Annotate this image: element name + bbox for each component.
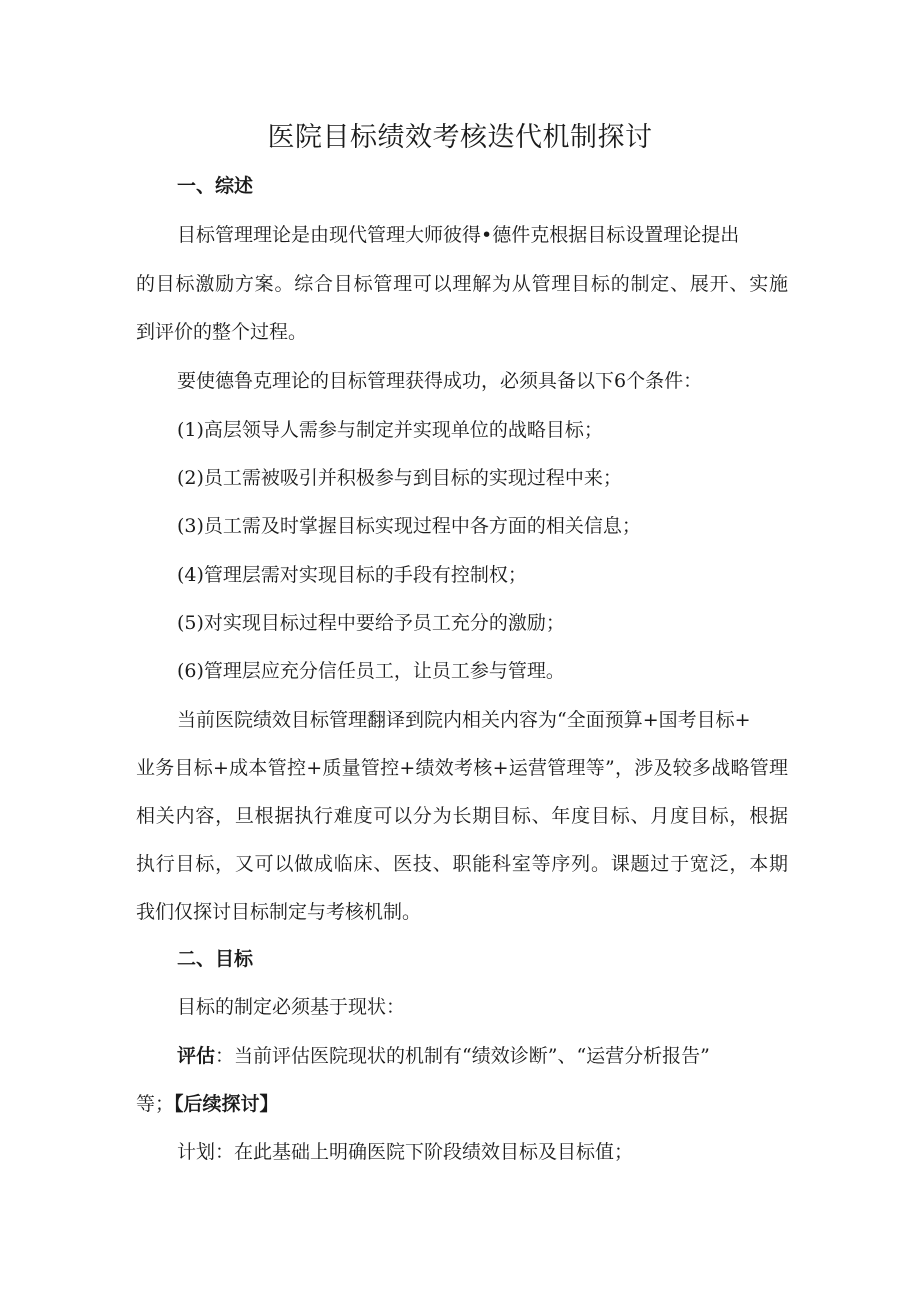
condition-item: (5)对实现目标过程中要给予员工充分的激励； xyxy=(177,612,565,634)
condition-item: (4)管理层需对实现目标的手段有控制权； xyxy=(177,564,527,586)
paragraph-current-line: 当前医院绩效目标管理翻译到院内相关内容为“全面预算+国考目标+ xyxy=(177,709,751,731)
condition-item: (1)高层领导人需参与制定并实现单位的战略目标； xyxy=(177,419,603,441)
condition-item: (6)管理层应充分信任员工，让员工参与管理。 xyxy=(177,660,565,682)
document-title: 医院目标绩效考核迭代机制探讨 xyxy=(267,122,653,153)
paragraph-current-line: 我们仅探讨目标制定与考核机制。 xyxy=(136,901,422,923)
paragraph-intro-line: 的目标激励方案。综合目标管理可以理解为从管理目标的制定、展开、实施 xyxy=(136,273,788,295)
paragraph-evaluate-cont xyxy=(136,1090,279,1118)
section-heading-overview: 一、综述 xyxy=(177,175,254,197)
evaluate-text: ：当前评估医院现状的机制有“绩效诊断”、“运营分析报告” xyxy=(215,1045,710,1067)
paragraph-plan: 计划：在此基础上明确医院下阶段绩效目标及目标值； xyxy=(177,1141,634,1163)
paragraph-current-line: 业务目标+成本管控+质量管控+绩效考核+运营管理等”，涉及较多战略管理 xyxy=(136,757,788,779)
condition-item: (2)员工需被吸引并积极参与到目标的实现过程中来； xyxy=(177,467,622,489)
paragraph-current-line: 执行目标，又可以做成临床、医技、职能科室等序列。课题过于宽泛，本期 xyxy=(136,853,788,875)
condition-item: (3)员工需及时掌握目标实现过程中各方面的相关信息； xyxy=(177,515,641,537)
paragraph-intro-line: 到评价的整个过程。 xyxy=(136,321,308,343)
evaluate-cont-text: 等； xyxy=(136,1093,175,1115)
paragraph-evaluate xyxy=(177,1042,710,1070)
conditions-intro: 要使德鲁克理论的目标管理获得成功，必须具备以下6个条件： xyxy=(177,370,703,392)
follow-up-tag: 【后续探讨】 xyxy=(174,1093,279,1115)
paragraph-current-line: 相关内容，旦根据执行难度可以分为长期目标、年度目标、月度目标，根据 xyxy=(136,805,788,827)
paragraph-intro-line: 目标管理理论是由现代管理大师彼得•德件克根据目标设置理论提出 xyxy=(177,224,740,246)
evaluate-label: 评估 xyxy=(177,1045,216,1067)
paragraph-basis: 目标的制定必须基于现状： xyxy=(177,996,406,1018)
section-heading-goals: 二、目标 xyxy=(177,948,254,970)
